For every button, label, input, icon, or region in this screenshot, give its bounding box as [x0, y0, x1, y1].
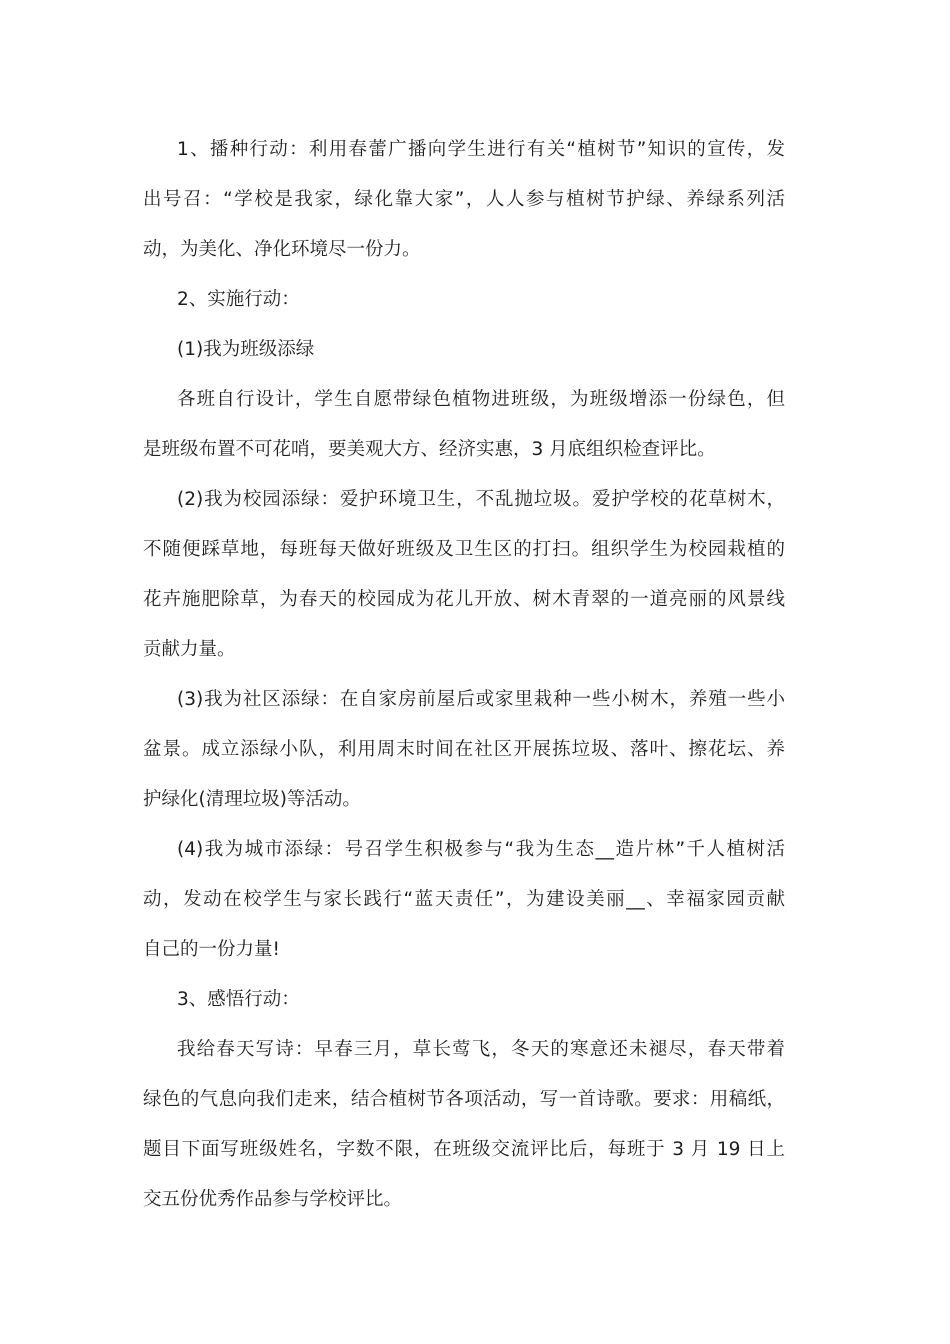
text-line: 花卉施肥除草，为春天的校园成为花儿开放、树木青翠的一道亮丽的风景线: [143, 589, 785, 610]
class-greening-paragraph: [143, 375, 785, 475]
text-line: 题目下面写班级姓名，字数不限，在班级交流评比后，每班于 3 月 19 日上: [143, 1139, 785, 1160]
text-line: 出号召：“学校是我家，绿化靠大家”，人人参与植树节护绿、养绿系列活: [143, 189, 785, 210]
text-line: 是班级布置不可花哨，要美观大方、经济实惠，3 月底组织检查评比。: [143, 439, 716, 460]
text-line: 交五份优秀作品参与学校评比。: [143, 1189, 403, 1210]
text-line: 绿色的气息向我们走来，结合植树节各项活动，写一首诗歌。要求：用稿纸，: [143, 1089, 785, 1110]
text-line: (4)我为城市添绿：号召学生积极参与“我为生态__造片林”千人植树活: [177, 839, 785, 860]
text-line: 护绿化(清理垃圾)等活动。: [143, 789, 361, 810]
text-line: (2)我为校园添绿：爱护环境卫生，不乱抛垃圾。爱护学校的花草树木，: [177, 489, 785, 510]
document-page: [143, 125, 785, 1225]
text-line: 盆景。成立添绿小队，利用周末时间在社区开展拣垃圾、落叶、擦花坛、养: [143, 739, 785, 760]
text-line: (3)我为社区添绿：在自家房前屋后或家里栽种一些小树木，养殖一些小: [177, 689, 785, 710]
text-line: 不随便踩草地，每班每天做好班级及卫生区的打扫。组织学生为校园栽植的: [143, 539, 785, 560]
community-greening-paragraph: [143, 675, 785, 825]
text-line: 动，为美化、净化环境尽一份力。: [143, 239, 421, 260]
text-line: 自己的一份力量!: [143, 939, 280, 960]
class-greening-heading: [143, 325, 785, 375]
text-line: 我给春天写诗：早春三月，草长莺飞，冬天的寒意还未褪尽，春天带着: [177, 1039, 785, 1060]
sowing-action-paragraph: [143, 125, 785, 275]
text-line: 3、感悟行动：: [177, 989, 300, 1010]
text-line: 2、实施行动：: [177, 289, 300, 310]
text-line: 各班自行设计，学生自愿带绿色植物进班级，为班级增添一份绿色，但: [177, 389, 785, 410]
reflection-heading: [143, 975, 785, 1025]
text-line: 贡献力量。: [143, 639, 236, 660]
implementation-heading: [143, 275, 785, 325]
text-line: 动，发动在校学生与家长践行“蓝天责任”，为建设美丽__、幸福家园贡献: [143, 889, 785, 910]
spring-poem-paragraph: [143, 1025, 785, 1225]
text-line: 1、播种行动：利用春蕾广播向学生进行有关“植树节”知识的宣传，发: [177, 139, 785, 160]
city-greening-paragraph: [143, 825, 785, 975]
campus-greening-paragraph: [143, 475, 785, 675]
text-line: (1)我为班级添绿: [177, 339, 315, 360]
